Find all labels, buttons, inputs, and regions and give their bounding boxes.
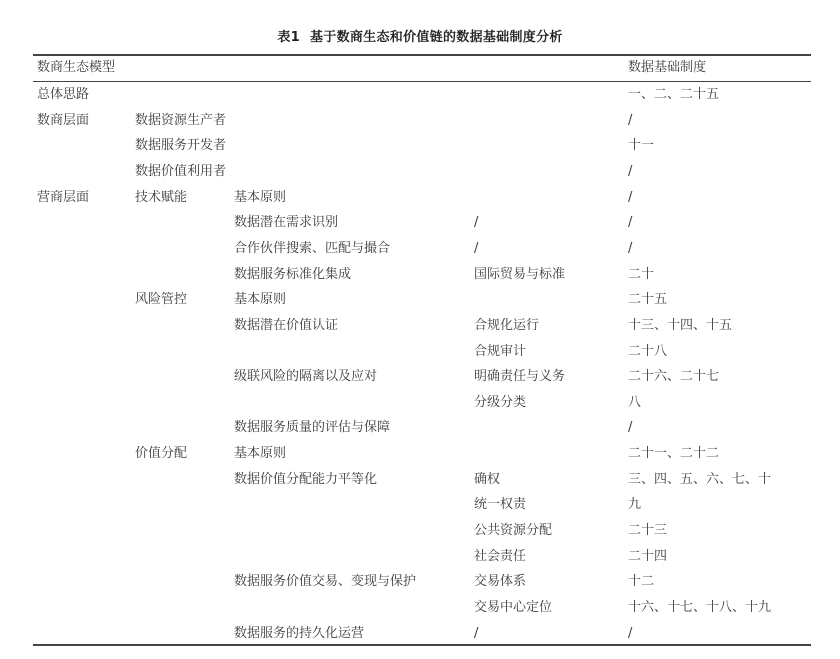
cell-system-clause: / bbox=[628, 420, 633, 435]
cell-system-clause: / bbox=[628, 190, 633, 205]
cell-detail: 确权 bbox=[474, 472, 501, 487]
cell-item: 数据服务质量的评估与保障 bbox=[234, 420, 391, 435]
cell-item: 基本原则 bbox=[234, 292, 287, 307]
bottom-rule bbox=[33, 644, 811, 646]
cell-ecosystem-level: 数商层面 bbox=[37, 113, 90, 128]
top-rule bbox=[33, 54, 811, 56]
cell-detail: / bbox=[474, 215, 479, 230]
cell-detail: 明确责任与义务 bbox=[474, 369, 566, 384]
cell-system-clause: / bbox=[628, 241, 633, 256]
cell-system-clause: 二十五 bbox=[628, 292, 668, 307]
cell-subject: 技术赋能 bbox=[135, 190, 188, 205]
cell-system-clause: 三、四、五、六、七、十 bbox=[628, 472, 772, 487]
cell-detail: / bbox=[474, 241, 479, 256]
cell-subject: 数据价值利用者 bbox=[135, 164, 227, 179]
cell-subject: 数据服务开发者 bbox=[135, 138, 227, 153]
cell-item: 数据潜在需求识别 bbox=[234, 215, 339, 230]
cell-system-clause: 二十三 bbox=[628, 523, 668, 538]
cell-detail: 交易中心定位 bbox=[474, 600, 553, 615]
cell-system-clause: 十六、十七、十八、十九 bbox=[628, 600, 772, 615]
cell-system-clause: 十三、十四、十五 bbox=[628, 318, 733, 333]
cell-subject: 风险管控 bbox=[135, 292, 188, 307]
cell-system-clause: 二十四 bbox=[628, 549, 668, 564]
cell-system-clause: 二十 bbox=[628, 267, 655, 282]
cell-system-clause: 十二 bbox=[628, 574, 655, 589]
cell-item: 基本原则 bbox=[234, 446, 287, 461]
cell-item: 基本原则 bbox=[234, 190, 287, 205]
cell-ecosystem-level: 总体思路 bbox=[37, 87, 90, 102]
header-system: 数据基础制度 bbox=[628, 60, 707, 75]
cell-item: 数据潜在价值认证 bbox=[234, 318, 339, 333]
cell-subject: 价值分配 bbox=[135, 446, 188, 461]
cell-system-clause: / bbox=[628, 164, 633, 179]
cell-item: 数据服务标准化集成 bbox=[234, 267, 352, 282]
header-rule bbox=[33, 81, 811, 82]
cell-system-clause: / bbox=[628, 215, 633, 230]
cell-detail: 交易体系 bbox=[474, 574, 527, 589]
cell-system-clause: 一、二、二十五 bbox=[628, 87, 720, 102]
cell-system-clause: 二十一、二十二 bbox=[628, 446, 720, 461]
cell-system-clause: / bbox=[628, 113, 633, 128]
cell-detail: 社会责任 bbox=[474, 549, 527, 564]
cell-item: 数据服务的持久化运营 bbox=[234, 626, 365, 641]
cell-system-clause: 十一 bbox=[628, 138, 655, 153]
table-caption bbox=[0, 26, 840, 45]
cell-system-clause: 九 bbox=[628, 497, 642, 512]
cell-item: 级联风险的隔离以及应对 bbox=[234, 369, 378, 384]
cell-detail: 合规化运行 bbox=[474, 318, 540, 333]
cell-detail: 国际贸易与标准 bbox=[474, 267, 566, 282]
table-number: 表1 bbox=[277, 30, 300, 45]
cell-ecosystem-level: 营商层面 bbox=[37, 190, 90, 205]
cell-subject: 数据资源生产者 bbox=[135, 113, 227, 128]
cell-item: 数据价值分配能力平等化 bbox=[234, 472, 378, 487]
table-title: 基于数商生态和价值链的数据基础制度分析 bbox=[309, 30, 563, 45]
cell-system-clause: 二十八 bbox=[628, 344, 668, 359]
cell-detail: 统一权责 bbox=[474, 497, 527, 512]
cell-system-clause: 二十六、二十七 bbox=[628, 369, 720, 384]
cell-item: 合作伙伴搜索、匹配与撮合 bbox=[234, 241, 391, 256]
cell-item: 数据服务价值交易、变现与保护 bbox=[234, 574, 417, 589]
cell-detail: 分级分类 bbox=[474, 395, 527, 410]
cell-detail: / bbox=[474, 626, 479, 641]
cell-detail: 合规审计 bbox=[474, 344, 527, 359]
cell-detail: 公共资源分配 bbox=[474, 523, 553, 538]
cell-system-clause: 八 bbox=[628, 395, 642, 410]
cell-system-clause: / bbox=[628, 626, 633, 641]
header-model: 数商生态模型 bbox=[37, 60, 116, 75]
